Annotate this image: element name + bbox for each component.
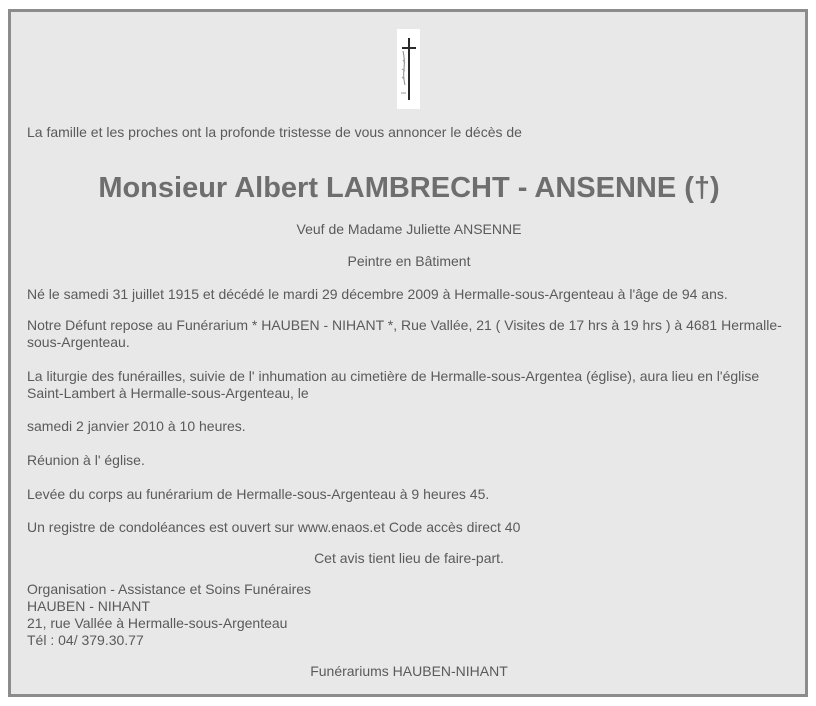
gathering-text: Réunion à l' église. bbox=[27, 452, 145, 468]
organisation-phone: Tél : 04/ 379.30.77 bbox=[27, 632, 144, 648]
body-lift-text: Levée du corps au funérarium de Hermalle-sous-Argenteau à 9 heures 45. bbox=[27, 486, 490, 502]
organisation-line: Organisation - Assistance et Soins Funéraires bbox=[27, 581, 312, 597]
footer-text: Funérariums HAUBEN-NIHANT bbox=[310, 663, 508, 679]
obituary-notice bbox=[8, 9, 808, 697]
organisation-company: HAUBEN - NIHANT bbox=[27, 598, 150, 614]
intro-text: La famille et les proches ont la profonde tristesse de vous annoncer le décès de bbox=[27, 124, 522, 140]
organisation-block bbox=[27, 581, 791, 649]
profession-text: Peintre en Bâtiment bbox=[347, 253, 471, 269]
condolences-text: Un registre de condoléances est ouvert sur www.enaos.et Code accès direct 40 bbox=[27, 519, 521, 535]
cross-icon bbox=[397, 29, 420, 109]
rest-place-text: Notre Défunt repose au Funérarium * HAUBEN - NIHANT *, Rue Vallée, 21 ( Visites de 17 hrs à 19 hrs ) à 4681 Hermalle-sous-Argenteau. bbox=[27, 317, 782, 350]
faire-part-text: Cet avis tient lieu de faire-part. bbox=[314, 550, 504, 566]
cross-image bbox=[397, 29, 420, 109]
funeral-date-text: samedi 2 janvier 2010 à 10 heures. bbox=[27, 418, 246, 434]
liturgy-text: La liturgie des funérailles, suivie de l' inhumation au cimetière de Hermalle-sous-Argentea (église), aura lieu en l'église Saint-Lambert à Hermalle-sous-Argenteau, le bbox=[27, 368, 760, 401]
deceased-name: Monsieur Albert LAMBRECHT - ANSENNE (†) bbox=[98, 172, 720, 204]
organisation-address: 21, rue Vallée à Hermalle-sous-Argenteau bbox=[27, 615, 288, 631]
spouse-text: Veuf de Madame Juliette ANSENNE bbox=[296, 221, 522, 237]
birth-death-text: Né le samedi 31 juillet 1915 et décédé le mardi 29 décembre 2009 à Hermalle-sous-Argenteau à l'âge de 94 ans. bbox=[27, 286, 728, 302]
